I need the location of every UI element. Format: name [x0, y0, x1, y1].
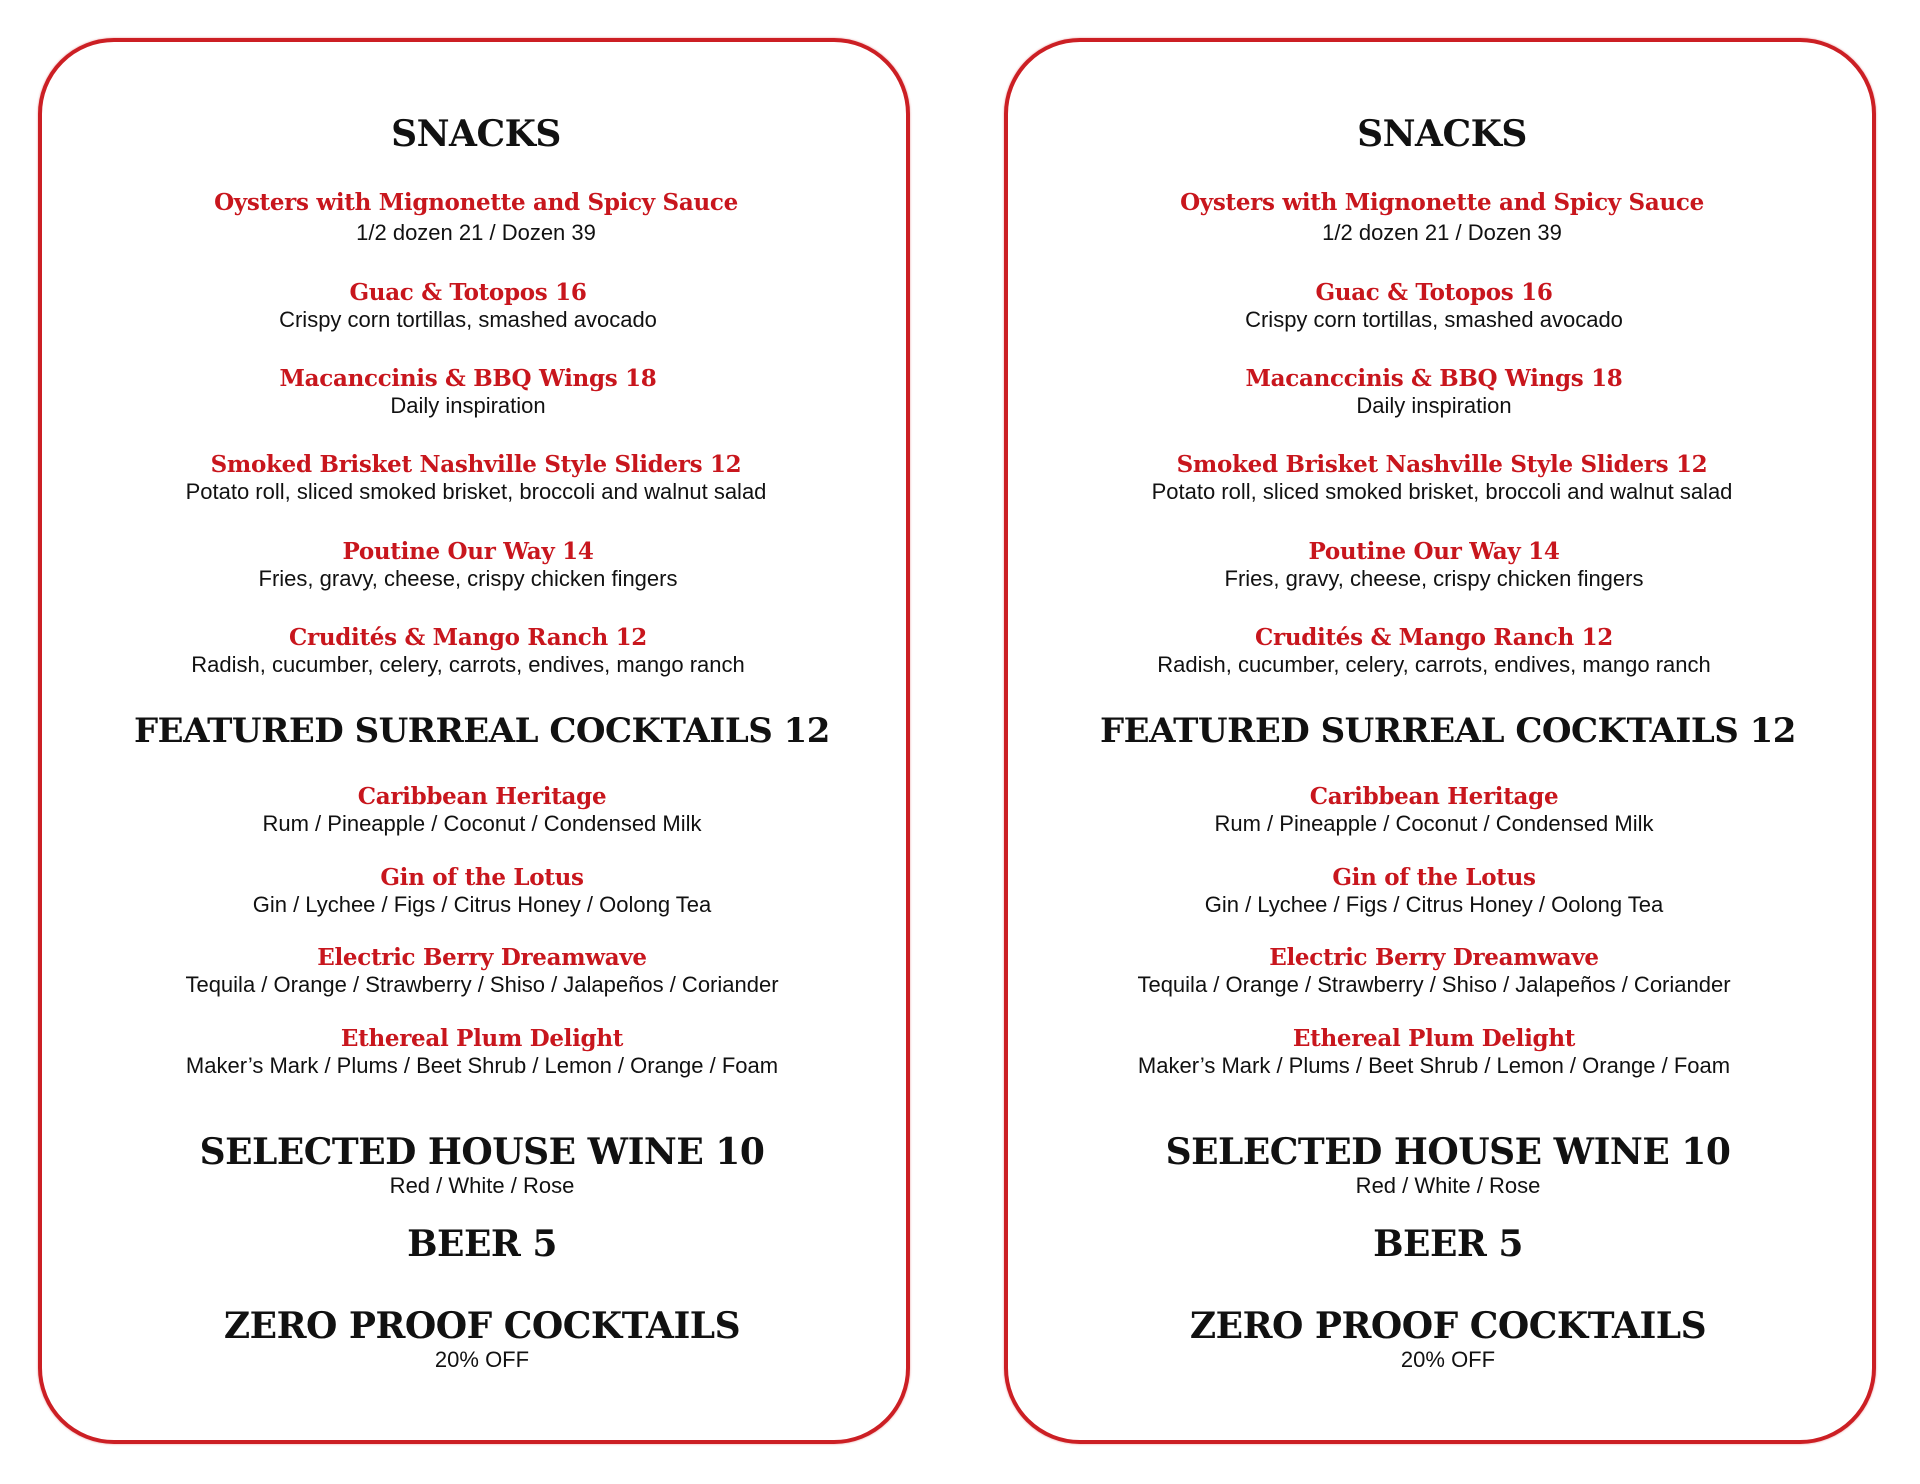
wine-description: Red / White / Rose	[389, 1173, 575, 1198]
menu-item-description: Maker’s Mark / Plums / Beet Shrub / Lemon / Orange / Foam	[1137, 1053, 1731, 1078]
menu-item-name: Crudités & Mango Ranch 12	[1255, 624, 1613, 651]
menu-item-name: Gin of the Lotus	[1332, 864, 1536, 891]
menu-item-name: Caribbean Heritage	[1309, 783, 1559, 810]
menu-item-description: Radish, cucumber, celery, carrots, endives, mango ranch	[1157, 652, 1711, 677]
wine-heading: SELECTED HOUSE WINE 10	[199, 1131, 765, 1173]
wine-heading: SELECTED HOUSE WINE 10	[1165, 1131, 1731, 1173]
beer-heading: BEER 5	[407, 1223, 557, 1265]
wine-description: Red / White / Rose	[1355, 1173, 1541, 1198]
menu-item-name: Oysters with Mignonette and Spicy Sauce	[214, 189, 738, 216]
menu-item-description: Daily inspiration	[390, 393, 546, 418]
menu-item-name: Electric Berry Dreamwave	[1269, 944, 1599, 971]
menu-item-name: Poutine Our Way 14	[1308, 538, 1560, 565]
zero-proof-description: 20% OFF	[434, 1347, 530, 1372]
cocktails-heading: FEATURED SURREAL COCKTAILS 12	[134, 711, 830, 751]
menu-item-name: Ethereal Plum Delight	[1292, 1025, 1576, 1052]
menu-item-description: Fries, gravy, cheese, crispy chicken fingers	[1224, 566, 1644, 591]
menu-item-description: Radish, cucumber, celery, carrots, endives, mango ranch	[191, 652, 745, 677]
zero-proof-description: 20% OFF	[1400, 1347, 1496, 1372]
menu-item-name: Gin of the Lotus	[380, 864, 584, 891]
menu-item-description: Tequila / Orange / Strawberry / Shiso / Jalapeños / Coriander	[1137, 972, 1731, 997]
menu-item-description: Tequila / Orange / Strawberry / Shiso / Jalapeños / Coriander	[185, 972, 779, 997]
menu-item-name: Crudités & Mango Ranch 12	[289, 624, 647, 651]
menu-item-description: Rum / Pineapple / Coconut / Condensed Milk	[262, 811, 702, 836]
menu-item-description: Gin / Lychee / Figs / Citrus Honey / Oolong Tea	[1204, 892, 1664, 917]
menu-item-name: Caribbean Heritage	[357, 783, 607, 810]
menu-item-description: Crispy corn tortillas, smashed avocado	[279, 307, 657, 332]
menu-item-description: 1/2 dozen 21 / Dozen 39	[1322, 220, 1562, 245]
menu-item-name: Guac & Totopos 16	[349, 279, 587, 306]
menu-item-name: Electric Berry Dreamwave	[317, 944, 647, 971]
beer-heading: BEER 5	[1373, 1223, 1523, 1265]
menu-item-name: Guac & Totopos 16	[1315, 279, 1553, 306]
zero-proof-heading: ZERO PROOF COCKTAILS	[1189, 1305, 1707, 1347]
zero-proof-heading: ZERO PROOF COCKTAILS	[223, 1305, 741, 1347]
menu-item-description: Rum / Pineapple / Coconut / Condensed Milk	[1214, 811, 1654, 836]
menu-item-description: Crispy corn tortillas, smashed avocado	[1245, 307, 1623, 332]
menu-item-description: Maker’s Mark / Plums / Beet Shrub / Lemon / Orange / Foam	[185, 1053, 779, 1078]
snacks-heading: SNACKS	[391, 113, 561, 155]
menu-item-name: Oysters with Mignonette and Spicy Sauce	[1180, 189, 1704, 216]
menu-item-description: Potato roll, sliced smoked brisket, broccoli and walnut salad	[185, 479, 767, 504]
snacks-heading: SNACKS	[1357, 113, 1527, 155]
menu-item-name: Ethereal Plum Delight	[340, 1025, 624, 1052]
menu-item-name: Smoked Brisket Nashville Style Sliders 12	[210, 451, 742, 478]
menu-item-name: Macanccinis & BBQ Wings 18	[1245, 365, 1623, 392]
menu-card-left	[38, 38, 910, 1444]
menu-item-name: Smoked Brisket Nashville Style Sliders 12	[1176, 451, 1708, 478]
menu-item-name: Macanccinis & BBQ Wings 18	[279, 365, 657, 392]
menu-card-right	[1004, 38, 1876, 1444]
menu-item-description: Gin / Lychee / Figs / Citrus Honey / Oolong Tea	[252, 892, 712, 917]
menu-item-description: Potato roll, sliced smoked brisket, broccoli and walnut salad	[1151, 479, 1733, 504]
menu-item-name: Poutine Our Way 14	[342, 538, 594, 565]
cocktails-heading: FEATURED SURREAL COCKTAILS 12	[1100, 711, 1796, 751]
menu-item-description: 1/2 dozen 21 / Dozen 39	[356, 220, 596, 245]
menu-item-description: Fries, gravy, cheese, crispy chicken fingers	[258, 566, 678, 591]
menu-item-description: Daily inspiration	[1356, 393, 1512, 418]
